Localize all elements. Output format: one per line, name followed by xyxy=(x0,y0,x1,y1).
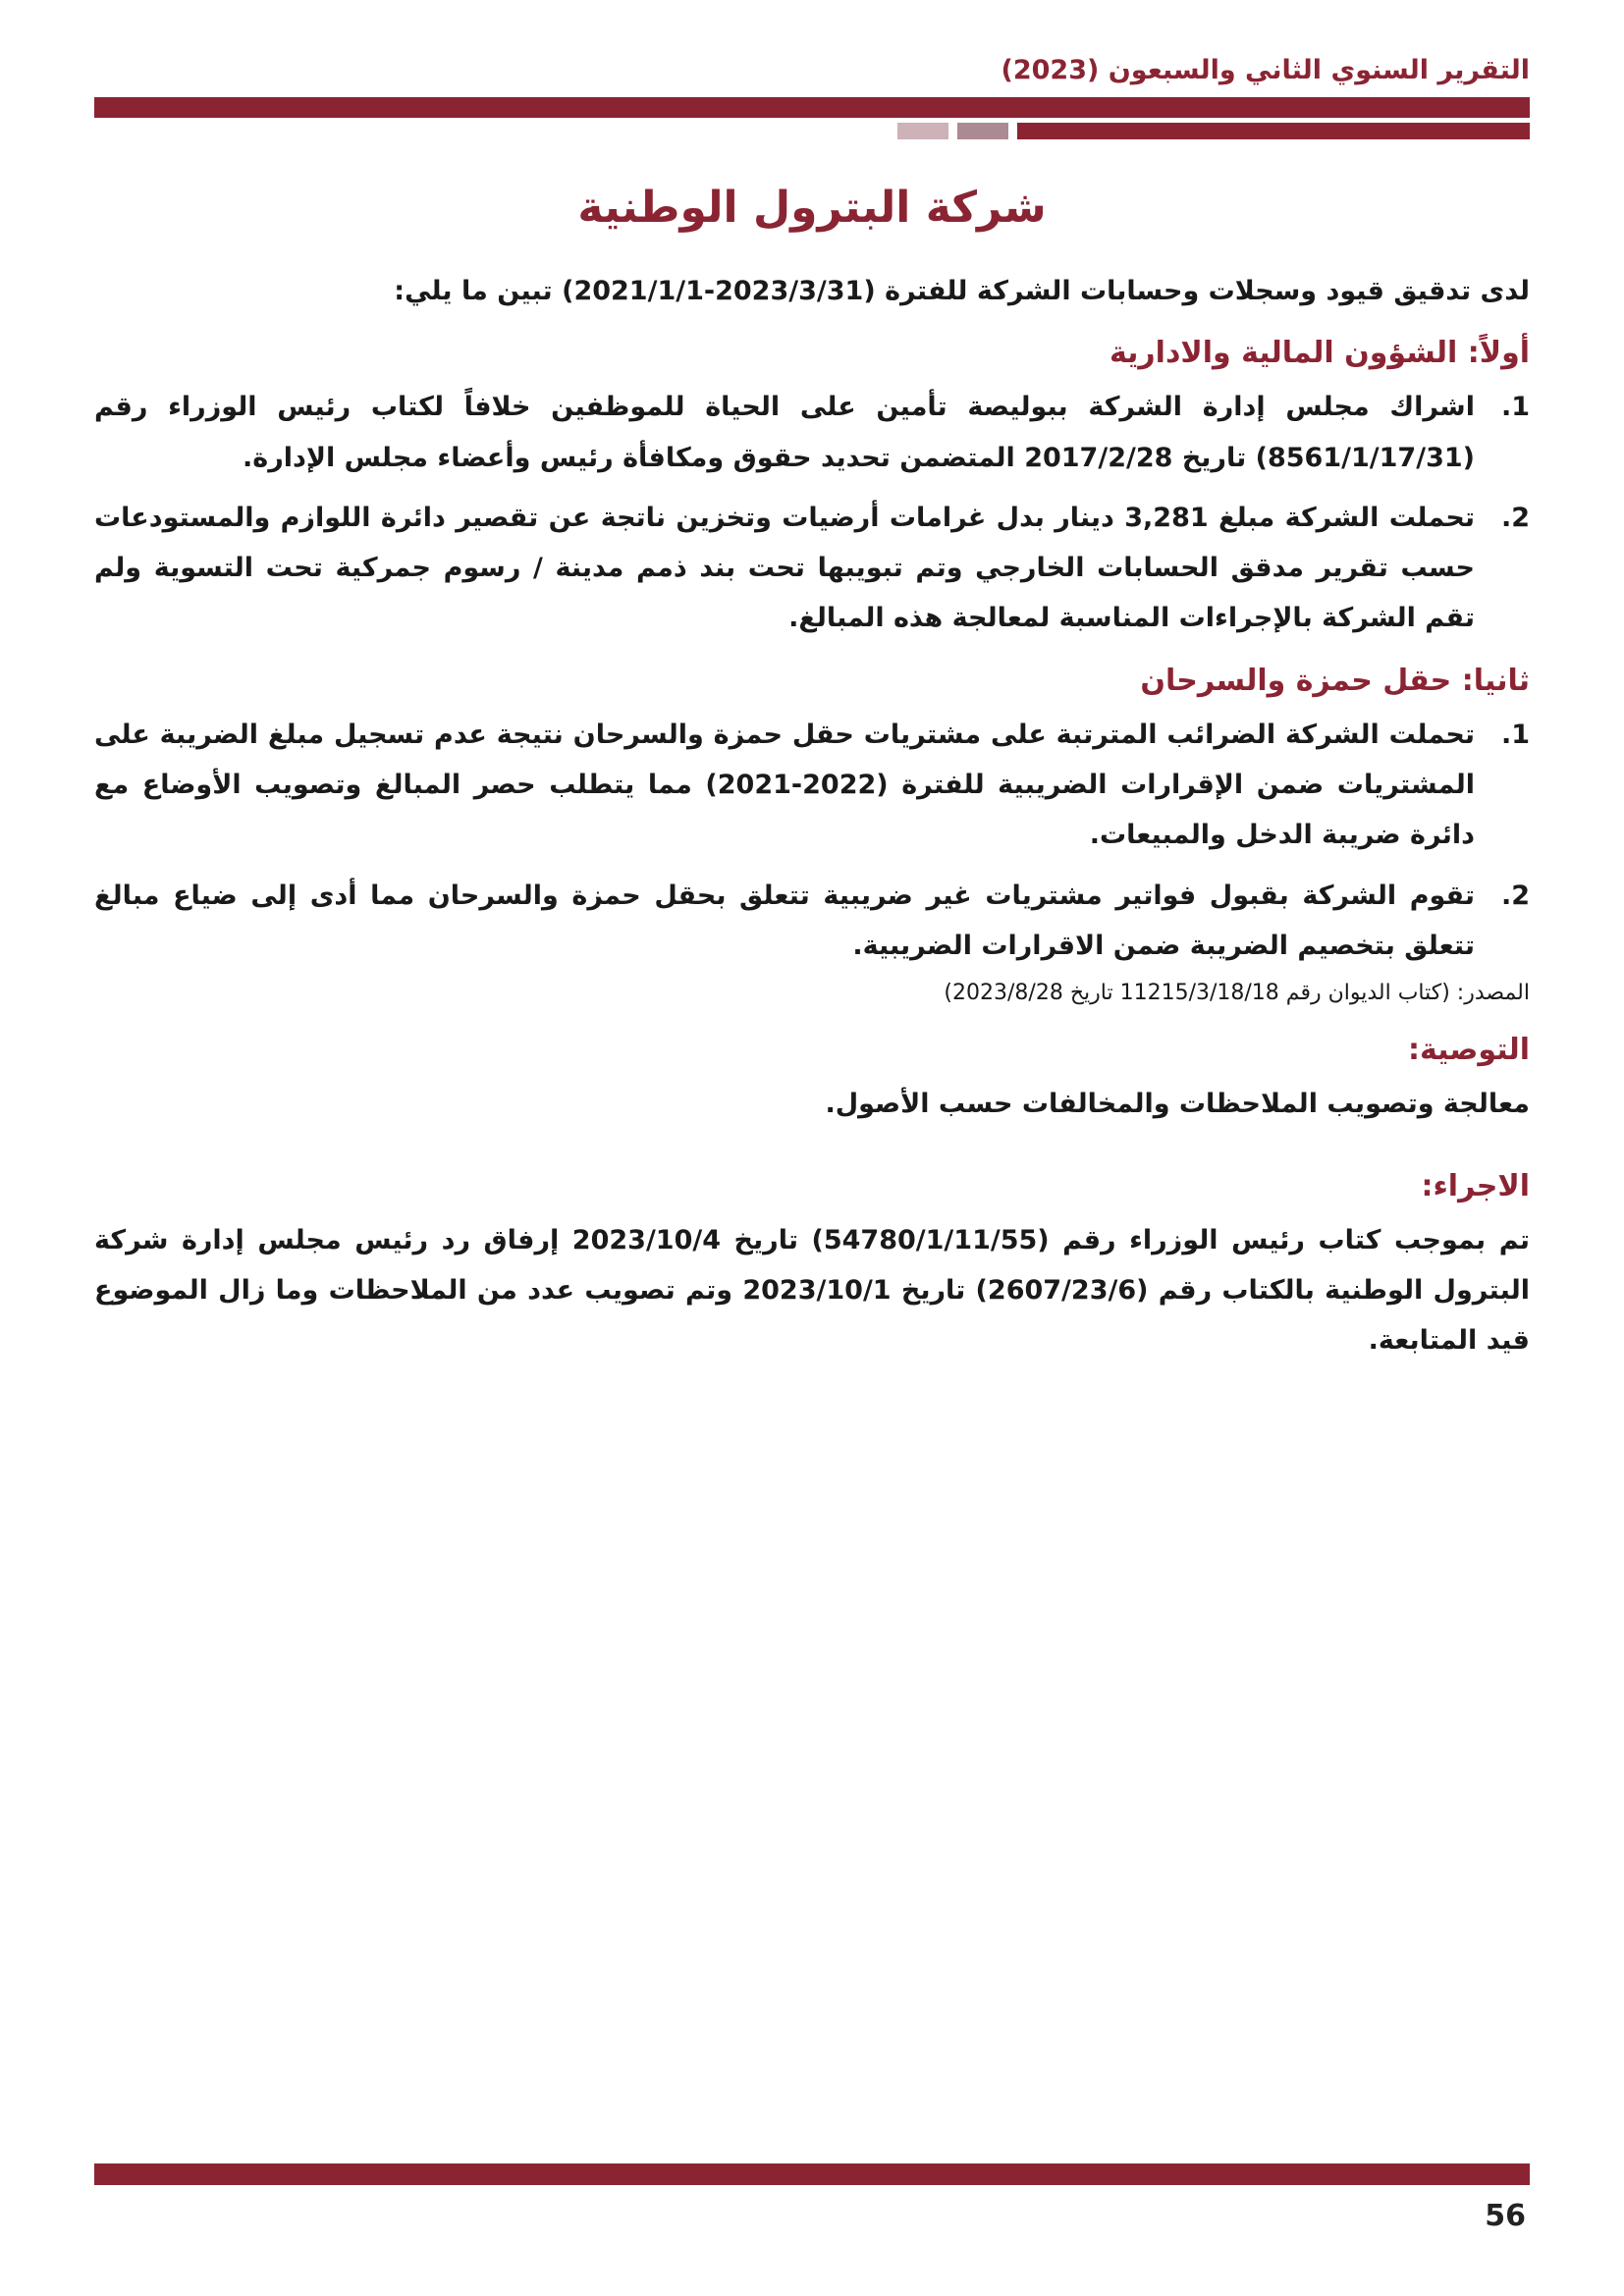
list-item-number: 2. xyxy=(1500,502,1530,533)
accent-segment-light xyxy=(897,123,948,139)
footer-rule xyxy=(94,2163,1530,2185)
list-item-number: 1. xyxy=(1500,719,1530,750)
list-item xyxy=(94,871,1530,972)
list-item-text: تحملت الشركة مبلغ 3,281 دينار بدل غرامات أرضيات وتخزين ناتجة عن تقصير دائرة اللوازم والمستودعات حسب تقرير مدقق الحسابات الخارجي وتم تبويبها تحت بند ذمم مدينة / رسوم جمركية تحت التسوية ولم تقم الشركة بالإجراءات المناسبة لمعالجة هذه المبالغ. xyxy=(94,502,1475,634)
section-heading-recommendation: التوصية: xyxy=(1407,1033,1530,1068)
intro-paragraph: لدى تدقيق قيود وسجلات وحسابات الشركة للفترة (2023/3/31-2021/1/1) تبين ما يلي: xyxy=(394,276,1530,306)
list-item xyxy=(94,382,1530,483)
source-line: المصدر: (كتاب الديوان رقم 11215/3/18/18 تاريخ 2023/8/28) xyxy=(944,981,1530,1006)
list-item-number: 2. xyxy=(1500,880,1530,911)
section-heading-hamza-sarhan-field: ثانيا: حقل حمزة والسرحان xyxy=(1140,663,1530,698)
header-rule xyxy=(94,97,1530,118)
page-title: شركة البترول الوطنية xyxy=(577,183,1047,233)
accent-segment-medium xyxy=(957,123,1008,139)
list-item-text: اشراك مجلس إدارة الشركة ببوليصة تأمين على الحياة للموظفين خلافاً لكتاب رئيس الوزراء رقم (8561/1/17/31) تاريخ 2017/2/28 المتضمن تحديد حقوق ومكافأة رئيس وأعضاء مجلس الإدارة. xyxy=(94,392,1475,473)
recommendation-text: معالجة وتصويب الملاحظات والمخالفات حسب الأصول. xyxy=(825,1089,1530,1120)
list-item xyxy=(94,493,1530,644)
financial-admin-list xyxy=(94,382,1530,643)
report-title: التقرير السنوي الثاني والسبعون (2023) xyxy=(1001,55,1530,85)
section-heading-procedure: الاجراء: xyxy=(1421,1168,1530,1203)
hamza-sarhan-list xyxy=(94,710,1530,971)
list-item xyxy=(94,710,1530,861)
page-header xyxy=(94,55,1530,139)
procedure-text: تم بموجب كتاب رئيس الوزراء رقم (54780/1/11/55) تاريخ 2023/10/4 إرفاق رد رئيس مجلس إدارة شركة البترول الوطنية بالكتاب رقم (2607/23/6) تاريخ 2023/10/1 وتم تصويب عدد من الملاحظات وما زال الموضوع قيد المتابعة. xyxy=(94,1224,1531,1357)
list-item-text: تقوم الشركة بقبول فواتير مشتريات غير ضريبية تتعلق بحقل حمزة والسرحان مما أدى إلى ضياع مبالغ تتعلق بتخصيم الضريبة ضمن الاقرارات الضريبية. xyxy=(94,880,1475,961)
list-item-text: تحملت الشركة الضرائب المترتبة على مشتريات حقل حمزة والسرحان نتيجة عدم تسجيل مبلغ الضريبة على المشتريات ضمن الإقرارات الضريبية للفترة (2022-2021) مما يتطلب حصر المبالغ وتصويب الأوضاع مع دائرة ضريبة الدخل والمبيعات. xyxy=(94,719,1476,851)
section-heading-financial-admin: أولاً: الشؤون المالية والادارية xyxy=(1109,336,1530,371)
header-rule-accent xyxy=(94,123,1530,139)
page-number: 56 xyxy=(1485,2199,1526,2233)
list-item-number: 1. xyxy=(1500,392,1530,423)
accent-segment-dark xyxy=(1017,123,1530,139)
